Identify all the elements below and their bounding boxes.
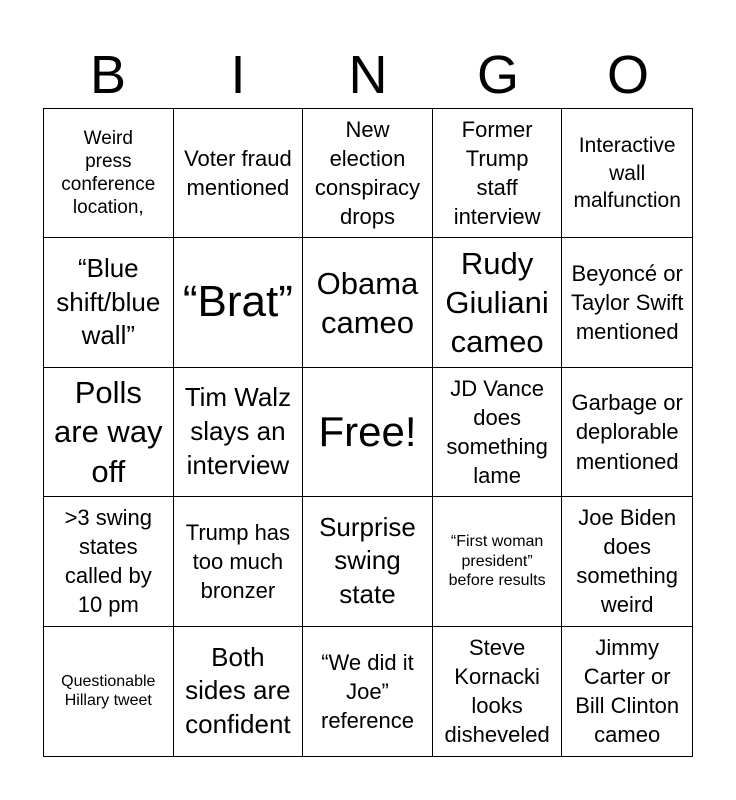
cell-text: Trump has too much bronzer [185,519,291,603]
bingo-cell[interactable] [303,238,433,367]
bingo-cell[interactable] [433,627,563,756]
bingo-cell[interactable] [44,368,174,497]
header-letter-i: I [230,45,246,105]
bingo-cell[interactable] [303,497,433,626]
free-space-text: Free! [318,407,417,455]
bingo-cell[interactable] [44,497,174,626]
cell-text: Obama cameo [316,265,419,340]
header-letter-b: B [89,45,127,105]
bingo-cell[interactable] [562,109,692,238]
bingo-cell[interactable] [562,368,692,497]
cell-text: Jimmy Carter or Bill Clinton cameo [575,635,680,748]
cell-text: Interactive wall malfunction [573,134,681,212]
cell-text: “Brat” [182,277,293,327]
cell-text: Garbage or deplorable mentioned [571,390,683,474]
cell-text: Voter fraud mentioned [184,146,292,201]
header-letter-g: G [476,45,519,105]
bingo-cell[interactable] [44,109,174,238]
cell-text: Tim Walz slays an interview [184,382,292,480]
cell-text: “First woman president” before results [448,533,546,590]
header-letter-n: N [348,45,388,105]
cell-text: New election conspiracy drops [314,117,421,230]
bingo-cell[interactable] [44,627,174,756]
bingo-cell[interactable] [562,238,692,367]
cell-text: Polls are way off [54,375,163,489]
bingo-cell[interactable] [174,109,304,238]
bingo-cell[interactable] [174,368,304,497]
free-space-cell[interactable] [303,368,433,497]
bingo-cell[interactable] [562,497,692,626]
cell-text: Both sides are confident [185,641,291,740]
cell-text: Beyoncé or Taylor Swift mentioned [570,261,684,345]
cell-text: “Blue shift/blue wall” [56,252,161,351]
cell-text: Questionable Hillary tweet [61,672,156,710]
cell-text: Weird press conference location, [61,127,156,219]
bingo-cell[interactable] [433,109,563,238]
cell-text: Steve Kornacki looks disheveled [444,635,550,748]
cell-text: >3 swing states called by 10 pm [64,505,153,618]
bingo-cell[interactable] [44,238,174,367]
cell-text: Former Trump staff interview [453,117,541,230]
bingo-cell[interactable] [174,238,304,367]
bingo-cell[interactable] [303,109,433,238]
cell-text: Joe Biden does something weird [576,505,678,618]
bingo-cell[interactable] [433,368,563,497]
bingo-cell[interactable] [174,627,304,756]
header-letter-o: O [606,45,649,105]
bingo-cell[interactable] [303,627,433,756]
cell-text: “We did it Joe” reference [321,649,414,733]
bingo-cell[interactable] [433,238,563,367]
bingo-cell[interactable] [433,497,563,626]
cell-text: Rudy Giuliani cameo [445,246,549,360]
bingo-card [43,108,693,757]
cell-text: Surprise swing state [319,511,416,610]
bingo-cell[interactable] [562,627,692,756]
cell-text: JD Vance does something lame [446,375,548,489]
bingo-header [43,42,693,108]
bingo-cell[interactable] [174,497,304,626]
